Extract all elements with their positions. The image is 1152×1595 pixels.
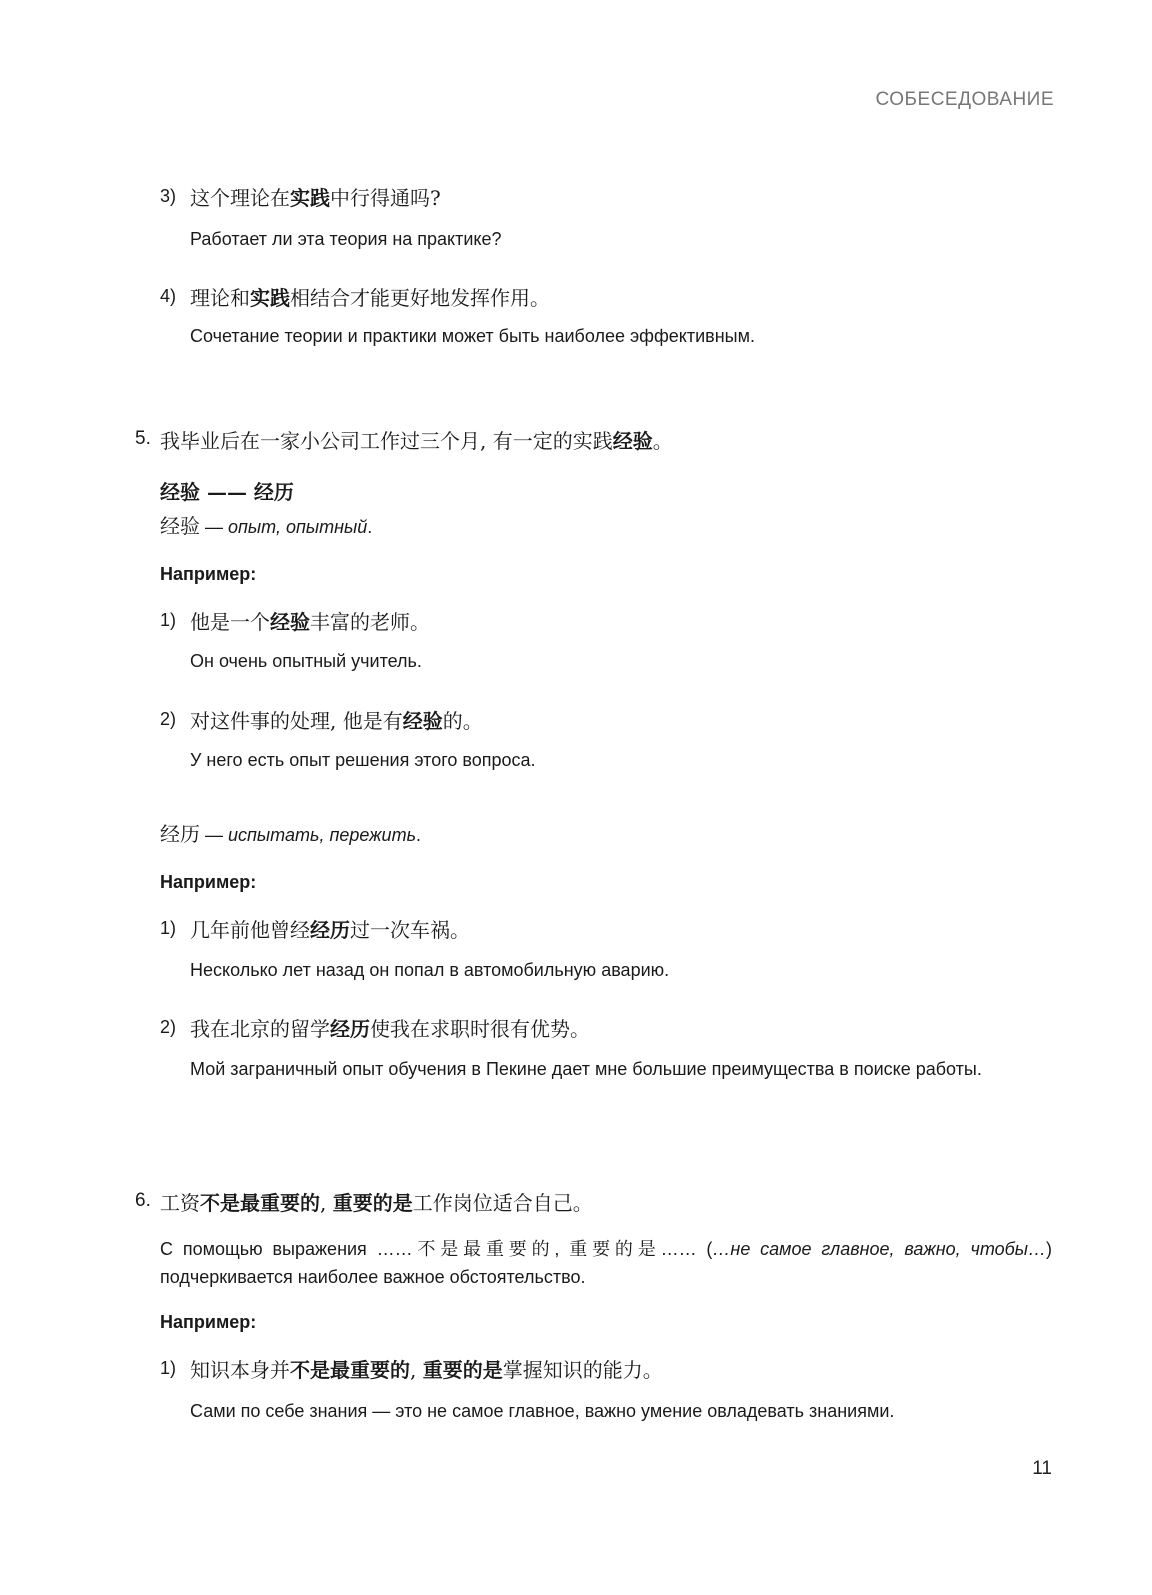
chinese-sentence <box>190 282 1052 311</box>
zh-text: , <box>320 1191 333 1215</box>
zh-text: 我毕业后在一家小公司工作过三个月, 有一定的实践 <box>160 429 613 453</box>
zh-text: 他是一个 <box>190 610 270 634</box>
zh-text: 工资 <box>160 1191 200 1215</box>
definition-1 <box>160 512 1052 543</box>
section-number: 5. <box>135 428 151 449</box>
item-number: 1) <box>160 1358 177 1378</box>
desc-text: С помощью выражения ……不是最重要的, 重要的是…… ( <box>160 1239 713 1259</box>
russian-translation: Сочетание теории и практики может быть наиболее эффективным. <box>190 326 755 346</box>
zh-text: 这个理论在 <box>190 186 290 210</box>
chinese-sentence <box>190 914 1052 943</box>
zh-keyword: 经历 <box>330 1017 370 1041</box>
zh-keyword: 重要的是 <box>422 1358 503 1382</box>
dash: — <box>200 825 229 845</box>
desc-italic: …не самое главное, важно, чтобы… <box>712 1239 1046 1259</box>
zh-text: 知识本身并 <box>190 1358 290 1382</box>
item-number: 4) <box>160 286 177 306</box>
example-label: Например: <box>160 564 257 584</box>
chinese-sentence <box>190 1013 1052 1042</box>
zh-text: 理论和 <box>190 286 250 310</box>
chinese-sentence <box>190 1354 1052 1383</box>
zh-text: 中行得通吗? <box>330 186 441 210</box>
zh-text: 相结合才能更好地发挥作用。 <box>290 286 550 310</box>
russian-translation: У него есть опыт решения этого вопроса. <box>190 750 536 770</box>
item-number: 1) <box>160 610 177 630</box>
period: . <box>416 825 422 845</box>
chinese-sentence <box>160 1187 1052 1216</box>
zh-text: 几年前他曾经 <box>190 918 310 942</box>
zh-text: 掌握知识的能力。 <box>502 1358 663 1382</box>
period: . <box>367 517 373 537</box>
dash: — <box>200 517 229 537</box>
zh-text: 丰富的老师。 <box>310 610 430 634</box>
expression-description <box>160 1235 1052 1291</box>
zh-text: 我在北京的留学 <box>190 1017 330 1041</box>
zh-keyword: 经验 <box>402 709 443 733</box>
zh-keyword: 经历 <box>310 918 350 942</box>
example-label: Например: <box>160 1312 257 1332</box>
section-number: 6. <box>135 1190 151 1211</box>
zh-text: 过一次车祸。 <box>350 918 470 942</box>
russian-translation: Несколько лет назад он попал в автомобильную аварию. <box>190 960 670 980</box>
zh-text: 。 <box>652 429 673 453</box>
russian-translation: Он очень опытный учитель. <box>190 651 422 671</box>
item-number: 2) <box>160 709 177 729</box>
russian-translation: Сами по себе знания — это не самое главное, важно умение овладевать знаниями. <box>190 1401 895 1421</box>
item-number: 2) <box>160 1017 177 1037</box>
zh-keyword: 重要的是 <box>332 1191 413 1215</box>
zh-text: , <box>410 1358 423 1382</box>
page-number: 11 <box>1032 1458 1052 1479</box>
zh-text: 工作岗位适合自己。 <box>412 1191 593 1215</box>
zh-keyword: 不是最重要的 <box>290 1358 410 1382</box>
zh-keyword: 经验 <box>612 429 653 453</box>
russian-translation: Мой заграничный опыт обучения в Пекине дает мне большие преимущества в поиске работы. <box>190 1059 982 1079</box>
chinese-sentence <box>160 425 1052 454</box>
zh-text: 的。 <box>442 709 483 733</box>
zh-text: 对这件事的处理, 他是有 <box>190 709 403 733</box>
zh-keyword: 不是最重要的 <box>200 1191 320 1215</box>
russian-translation: Работает ли эта теория на практике? <box>190 229 502 249</box>
zh-text: 使我在求职时很有优势。 <box>370 1017 590 1041</box>
zh-keyword: 实践 <box>250 286 290 310</box>
ru-meaning: опыт, опытный <box>228 517 368 537</box>
zh-keyword: 经验 <box>270 610 310 634</box>
running-header: СОБЕСЕДОВАНИЕ <box>875 89 1054 110</box>
chinese-sentence <box>190 182 1052 211</box>
example-label: Например: <box>160 872 257 892</box>
chinese-sentence <box>190 606 1052 635</box>
desc-text: ) подчеркивается наиболее важное обстоятельство. <box>160 1239 1052 1287</box>
item-number: 1) <box>160 918 177 938</box>
zh-word: 经验 <box>160 514 200 538</box>
zh-word: 经历 <box>160 822 200 846</box>
ru-meaning: испытать, пережить <box>228 825 417 845</box>
zh-keyword: 实践 <box>290 186 330 210</box>
item-number: 3) <box>160 186 177 206</box>
word-pair-heading: 经验 —— 经历 <box>160 480 294 504</box>
chinese-sentence <box>190 705 1052 734</box>
definition-2 <box>160 820 1052 851</box>
